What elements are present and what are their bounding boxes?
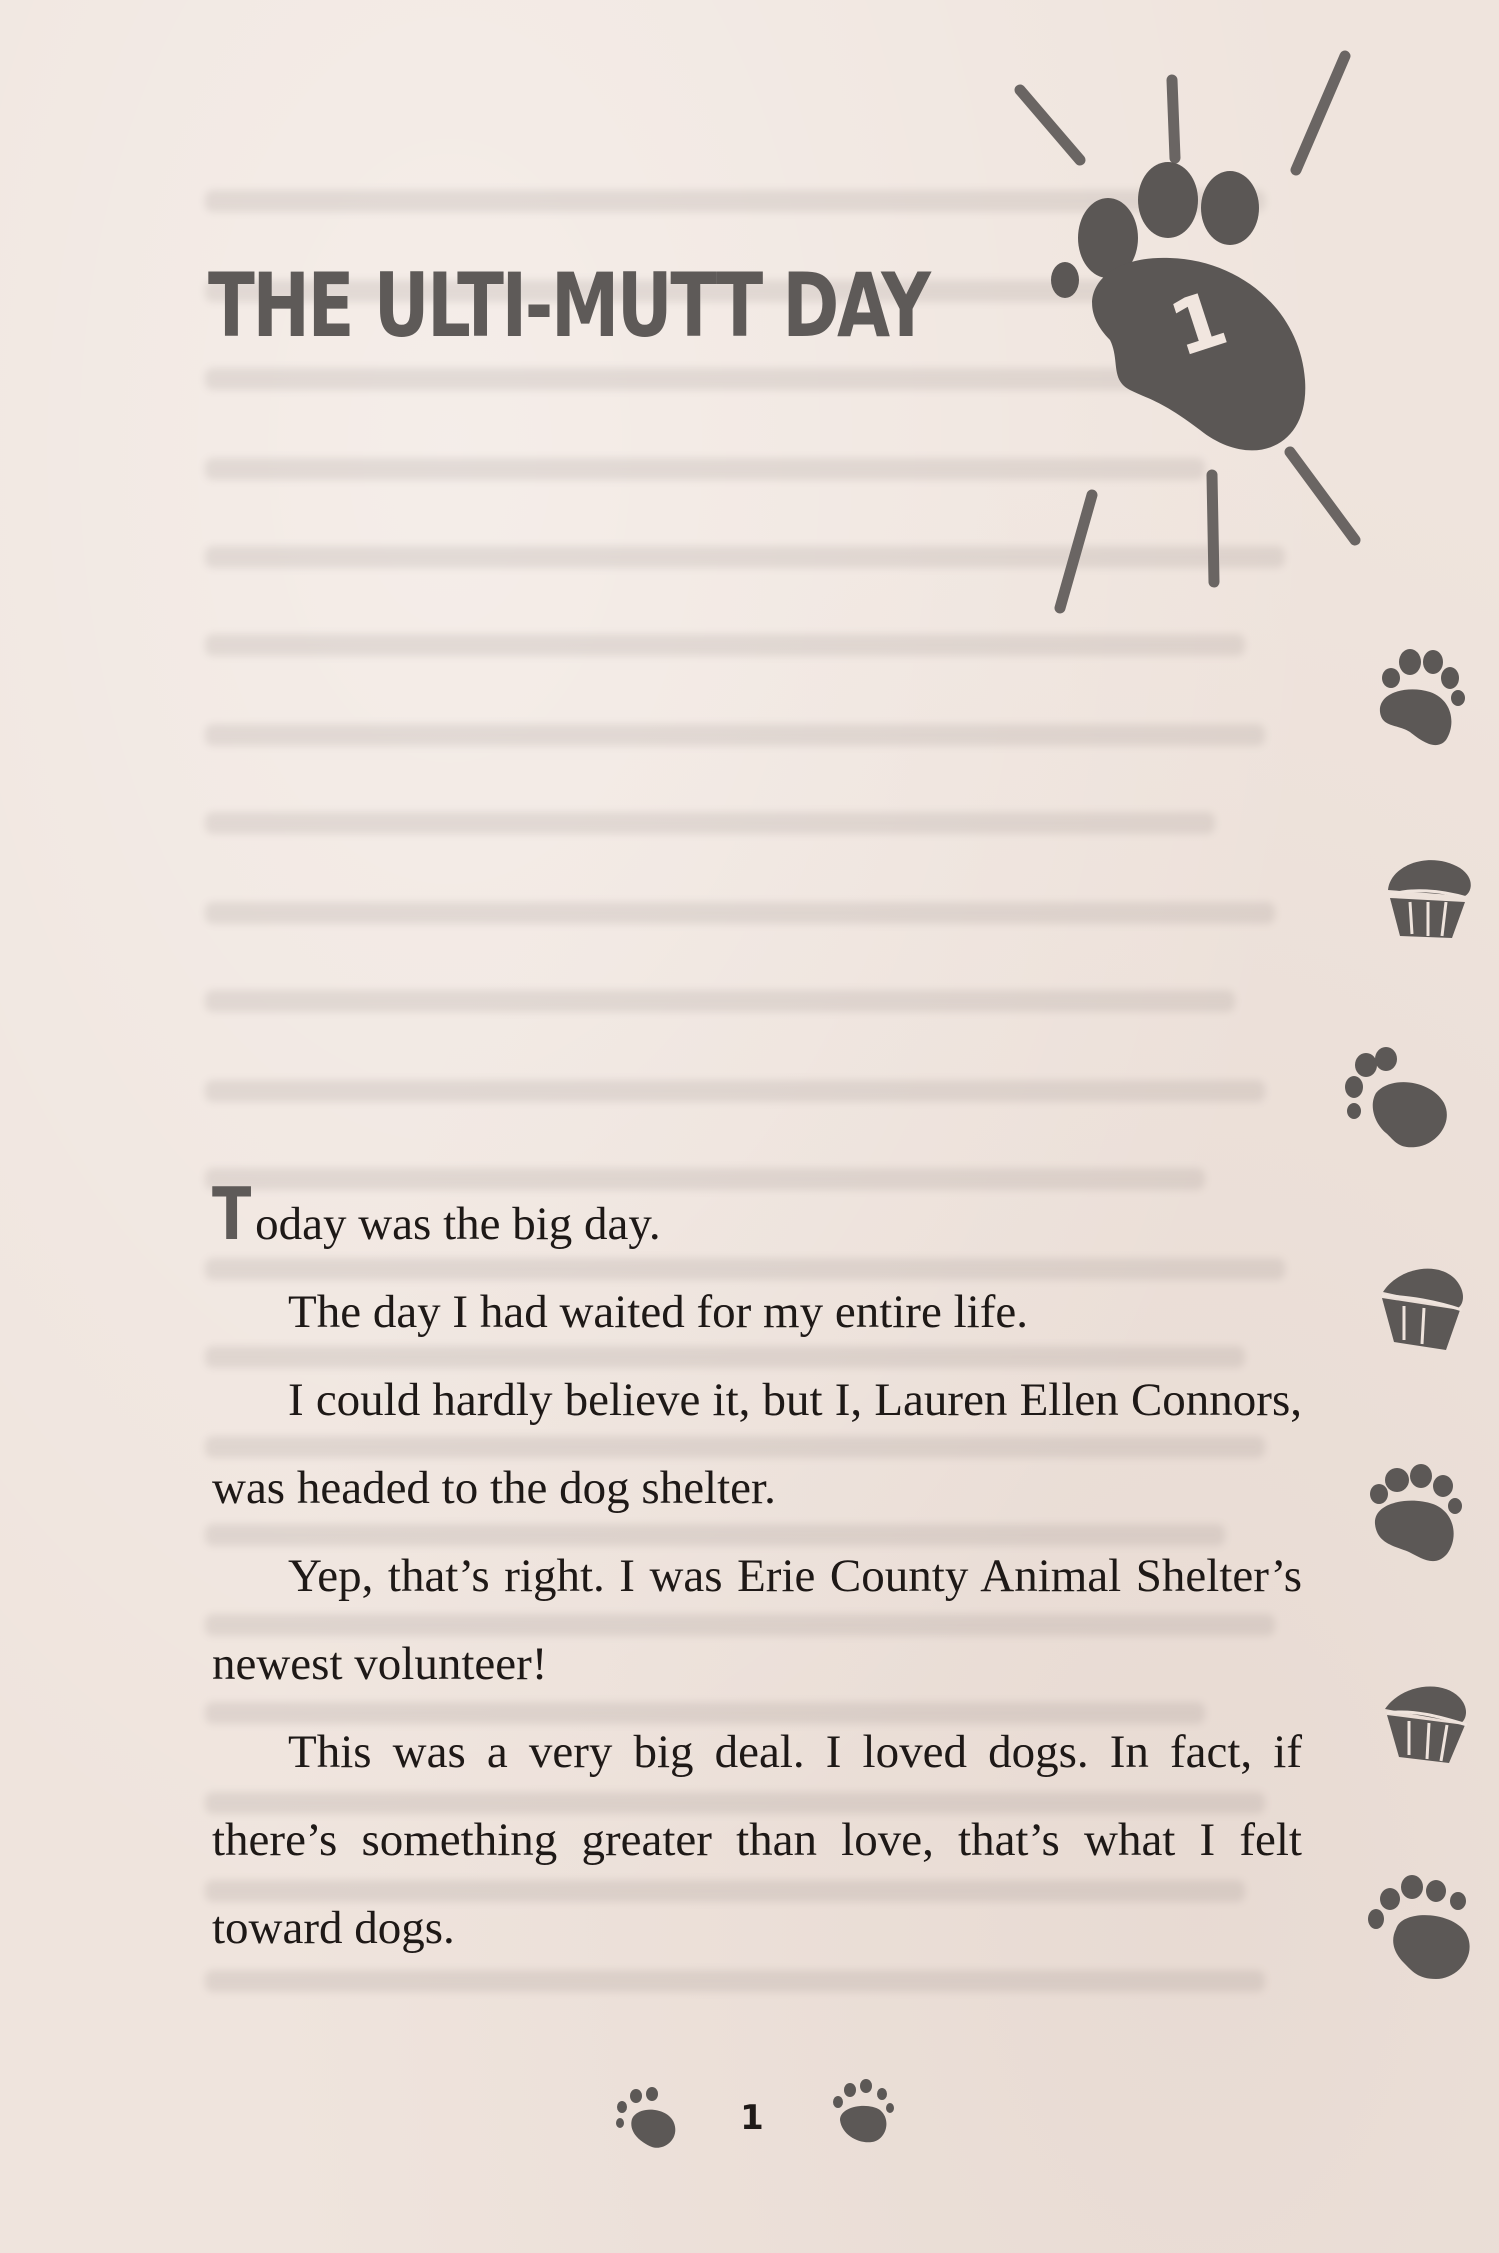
chapter-body <box>212 1172 1302 1972</box>
paw-print-icon <box>1336 1045 1456 1165</box>
paragraph <box>212 1172 1302 1268</box>
chapter-title: THE ULTI-MUTT DAY <box>208 254 929 357</box>
chapter-number: 1 <box>1159 273 1238 375</box>
paw-print-icon <box>828 2078 898 2148</box>
paragraph-text: oday was the big day. <box>255 1198 661 1250</box>
cupcake-icon <box>1370 840 1490 960</box>
paw-print-icon <box>1362 1875 1482 1995</box>
drop-cap: T <box>212 1172 252 1256</box>
paw-print-icon <box>612 2085 682 2155</box>
paragraph: This was a very big deal. I loved dogs. In fact, if there’s something greater than love, that’s what I felt toward dogs. <box>212 1726 1302 1954</box>
page-number: 1 <box>740 2098 764 2138</box>
paw-print-icon <box>1358 640 1478 760</box>
paragraph: Yep, that’s right. I was Erie County Animal Shelter’s newest volunteer! <box>212 1550 1302 1690</box>
paw-print-icon <box>1355 1462 1475 1582</box>
paragraph: I could hardly believe it, but I, Lauren Ellen Connors, was headed to the dog shelter. <box>212 1374 1302 1514</box>
cupcake-icon <box>1368 1250 1488 1370</box>
cupcake-icon <box>1375 1665 1495 1785</box>
paragraph: The day I had waited for my entire life. <box>288 1286 1028 1338</box>
